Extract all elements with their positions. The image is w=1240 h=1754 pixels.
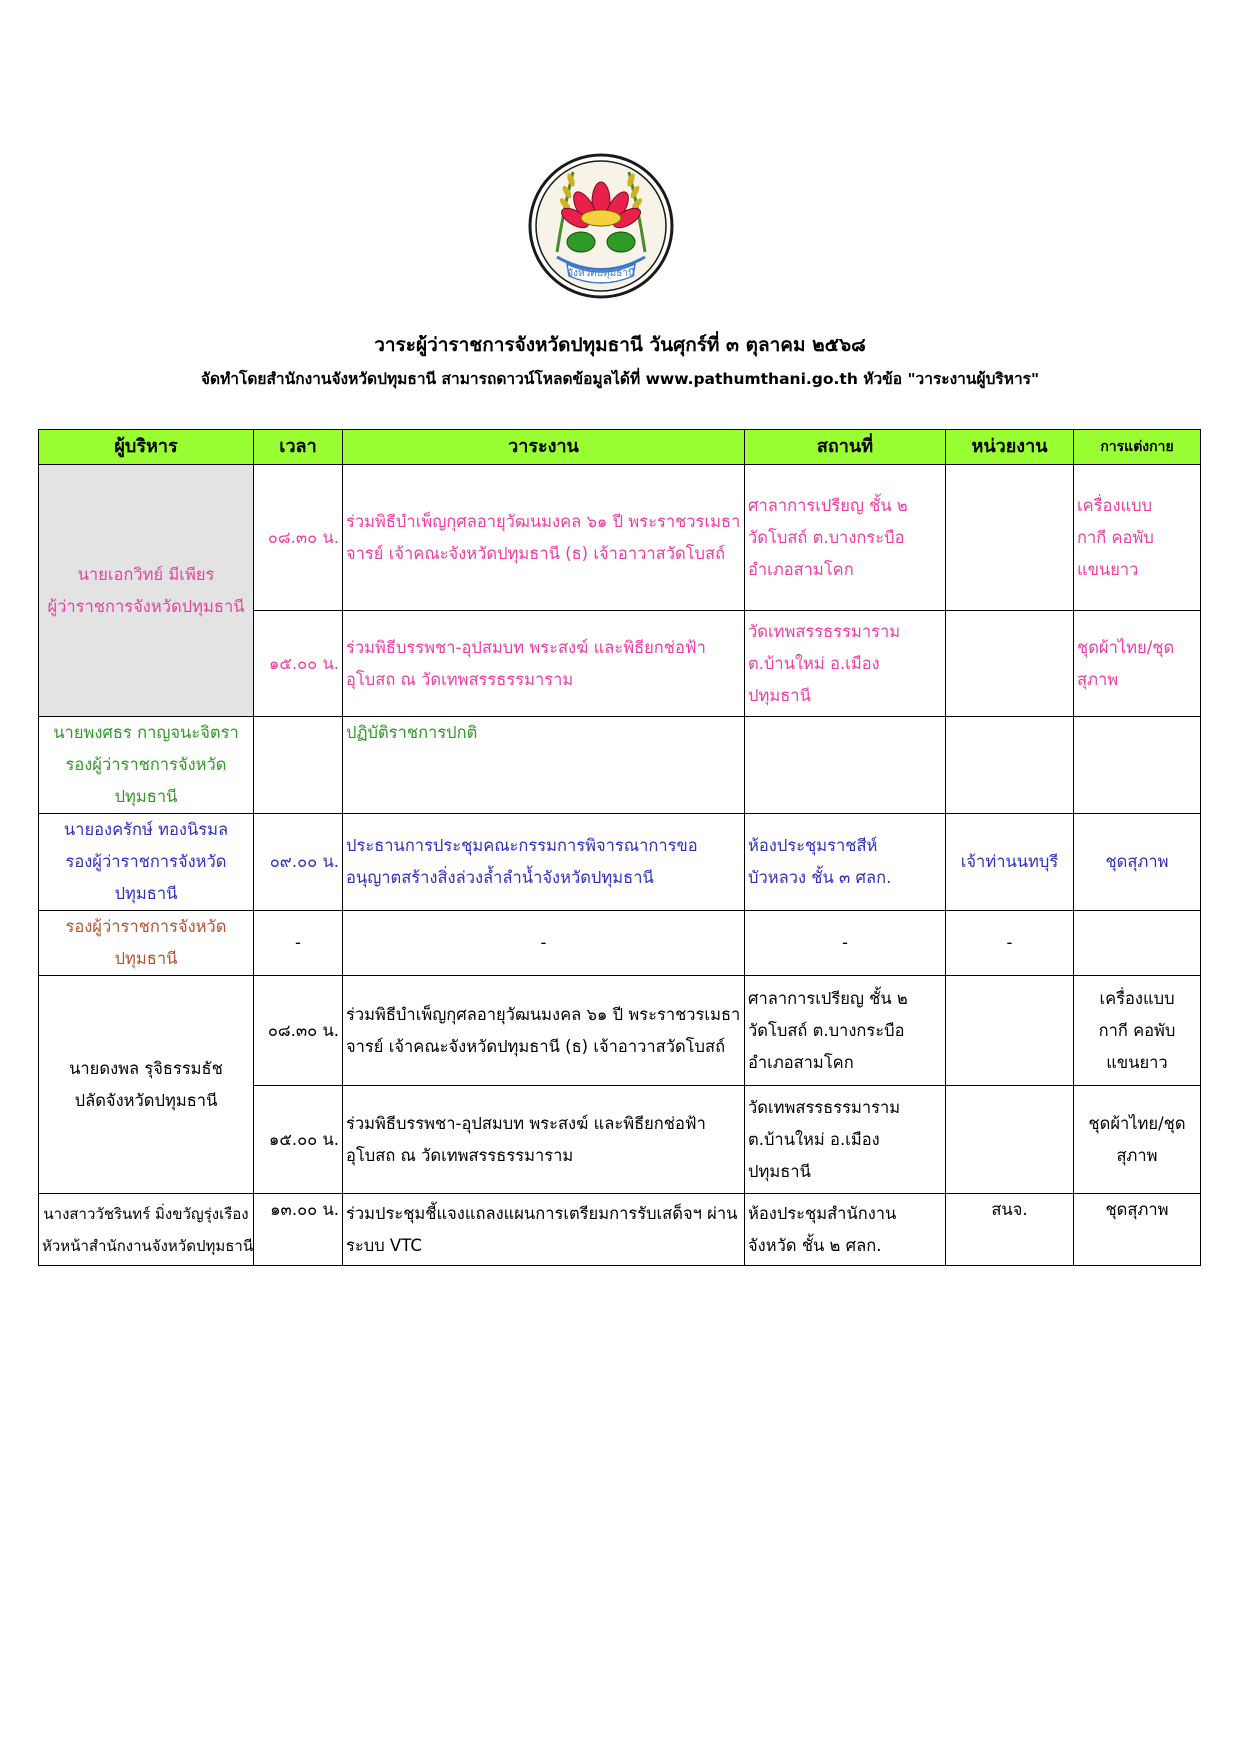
executive-name: นางสาววัชรินทร์ มิ่งขวัญรุ่งเรือง bbox=[43, 1204, 249, 1223]
unit-cell bbox=[946, 611, 1074, 717]
executive-position: ปลัดจังหวัดปทุมธานี bbox=[74, 1090, 218, 1110]
page-subtitle: จัดทำโดยสำนักงานจังหวัดปทุมธานี สามารถดาวน์โหลดข้อมูลได้ที่ www.pathumthani.go.th หัวข้อ "วาระงานผู้บริหาร" bbox=[200, 370, 1040, 388]
executive-cell bbox=[39, 814, 254, 911]
executive-position: รองผู้ว่าราชการจังหวัดปทุมธานี bbox=[65, 917, 227, 968]
agenda-cell: ร่วมพิธีบรรพชา-อุปสมบท พระสงฆ์ และพิธียกช่อฟ้า อุโบสถ ณ วัดเทพสรรธรรมาราม bbox=[343, 611, 745, 717]
dress-cell bbox=[1074, 717, 1201, 814]
place-cell bbox=[745, 717, 946, 814]
col-header-unit: หน่วยงาน bbox=[946, 430, 1074, 465]
col-header-dress: การแต่งกาย bbox=[1074, 430, 1201, 465]
place-line: วัดโบสถ์ ต.บางกระบือ bbox=[748, 527, 905, 547]
dress-cell: ชุดสุภาพ bbox=[1074, 814, 1201, 911]
dress-cell bbox=[1074, 911, 1201, 976]
dress-cell: ชุดผ้าไทย/ชุดสุภาพ bbox=[1074, 1086, 1201, 1194]
executive-cell bbox=[39, 976, 254, 1194]
agenda-cell: ประธานการประชุมคณะกรรมการพิจารณาการขออนุญาตสร้างสิ่งล่วงล้ำลำน้ำจังหวัดปทุมธานี bbox=[343, 814, 745, 911]
time-cell: ๑๕.๐๐ น. bbox=[254, 1086, 343, 1194]
table-header-row bbox=[39, 430, 1201, 465]
table-row bbox=[39, 814, 1201, 911]
seal-text: จังหวัดปทุมธานี bbox=[567, 268, 635, 279]
place-line: อำเภอสามโคก bbox=[748, 559, 854, 579]
agenda-cell: - bbox=[343, 911, 745, 976]
time-cell bbox=[254, 717, 343, 814]
place-line: ต.บ้านใหม่ อ.เมือง bbox=[748, 653, 880, 673]
place-line: ห้องประชุมราชสีห์ bbox=[748, 836, 878, 855]
agenda-cell: ร่วมพิธีบำเพ็ญกุศลอายุวัฒนมงคล ๖๑ ปี พระราชวรเมธาจารย์ เจ้าคณะจังหวัดปทุมธานี (ธ) เจ้าอาวาสวัดโบสถ์ bbox=[343, 976, 745, 1086]
place-line: ปทุมธานี bbox=[748, 685, 811, 705]
unit-cell bbox=[946, 465, 1074, 611]
dress-cell: ชุดสุภาพ bbox=[1074, 1194, 1201, 1266]
place-line: วัดโบสถ์ ต.บางกระบือ bbox=[748, 1020, 905, 1040]
executive-cell bbox=[39, 465, 254, 717]
table-row bbox=[39, 717, 1201, 814]
place-line: ห้องประชุมสำนักงาน bbox=[748, 1203, 897, 1223]
executive-name: นายองครักษ์ ทองนิรมล bbox=[63, 820, 229, 839]
executive-position: รองผู้ว่าราชการจังหวัดปทุมธานี bbox=[65, 852, 227, 903]
unit-cell: - bbox=[946, 911, 1074, 976]
unit-cell bbox=[946, 717, 1074, 814]
place-line: จังหวัด ชั้น ๒ ศลก. bbox=[748, 1235, 882, 1255]
place-cell: - bbox=[745, 911, 946, 976]
dress-line: แขนยาว bbox=[1077, 559, 1139, 579]
executive-cell bbox=[39, 911, 254, 976]
executive-position: รองผู้ว่าราชการจังหวัดปทุมธานี bbox=[65, 755, 227, 806]
place-cell bbox=[745, 814, 946, 911]
place-line: วัดเทพสรรธรรมาราม bbox=[748, 1097, 901, 1117]
executive-cell bbox=[39, 1194, 254, 1266]
page-title: วาระผู้ว่าราชการจังหวัดปทุมธานี วันศุกร์ที่ ๓ ตุลาคม ๒๕๖๘ bbox=[374, 334, 866, 356]
dress-cell bbox=[1074, 976, 1201, 1086]
time-cell: ๑๕.๐๐ น. bbox=[254, 611, 343, 717]
table-row bbox=[39, 911, 1201, 976]
executive-name: นายพงศธร กาญจนะจิตรา bbox=[53, 723, 239, 742]
time-cell: ๐๘.๓๐ น. bbox=[254, 976, 343, 1086]
place-line: ศาลาการเปรียญ ชั้น ๒ bbox=[748, 495, 908, 515]
agenda-cell: ร่วมพิธีบำเพ็ญกุศลอายุวัฒนมงคล ๖๑ ปี พระราชวรเมธาจารย์ เจ้าคณะจังหวัดปทุมธานี (ธ) เจ้าอาวาสวัดโบสถ์ bbox=[343, 465, 745, 611]
dress-line: เครื่องแบบ bbox=[1077, 495, 1153, 515]
agenda-cell: ร่วมพิธีบรรพชา-อุปสมบท พระสงฆ์ และพิธียกช่อฟ้า อุโบสถ ณ วัดเทพสรรธรรมาราม bbox=[343, 1086, 745, 1194]
place-line: ปทุมธานี bbox=[748, 1161, 811, 1181]
col-header-agenda: วาระงาน bbox=[343, 430, 745, 465]
unit-cell: เจ้าท่านนทบุรี bbox=[946, 814, 1074, 911]
executive-cell bbox=[39, 717, 254, 814]
place-cell bbox=[745, 976, 946, 1086]
executive-position: ผู้ว่าราชการจังหวัดปทุมธานี bbox=[47, 596, 245, 616]
dress-cell bbox=[1074, 465, 1201, 611]
unit-cell bbox=[946, 1086, 1074, 1194]
place-cell bbox=[745, 1194, 946, 1266]
executive-name: นายดงพล รุจิธรรมธัช bbox=[69, 1058, 223, 1078]
place-cell bbox=[745, 465, 946, 611]
time-cell: ๑๓.๐๐ น. bbox=[254, 1194, 343, 1266]
dress-line: เครื่องแบบ bbox=[1099, 988, 1175, 1008]
agenda-cell: ร่วมประชุมชี้แจงแถลงแผนการเตรียมการรับเสด็จฯ ผ่านระบบ VTC bbox=[343, 1194, 745, 1266]
place-cell bbox=[745, 1086, 946, 1194]
place-line: ศาลาการเปรียญ ชั้น ๒ bbox=[748, 988, 908, 1008]
executive-position: หัวหน้าสำนักงานจังหวัดปทุมธานี bbox=[42, 1236, 254, 1255]
unit-cell: สนจ. bbox=[946, 1194, 1074, 1266]
place-line: วัดเทพสรรธรรมาราม bbox=[748, 621, 901, 641]
col-header-place: สถานที่ bbox=[745, 430, 946, 465]
time-cell: ๐๙.๐๐ น. bbox=[254, 814, 343, 911]
dress-line: แขนยาว bbox=[1106, 1052, 1168, 1072]
schedule-table bbox=[38, 429, 1201, 1266]
agenda-cell: ปฏิบัติราชการปกติ bbox=[343, 717, 745, 814]
provincial-seal-logo bbox=[527, 152, 675, 300]
table-row bbox=[39, 1194, 1201, 1266]
table-row bbox=[39, 465, 1201, 611]
place-line: อำเภอสามโคก bbox=[748, 1052, 854, 1072]
place-line: ต.บ้านใหม่ อ.เมือง bbox=[748, 1129, 880, 1149]
time-cell: - bbox=[254, 911, 343, 976]
col-header-executive: ผู้บริหาร bbox=[39, 430, 254, 465]
col-header-time: เวลา bbox=[254, 430, 343, 465]
dress-line: กากี คอพับ bbox=[1098, 1020, 1176, 1040]
executive-name: นายเอกวิทย์ มีเพียร bbox=[77, 564, 215, 584]
place-line: บัวหลวง ชั้น ๓ ศลก. bbox=[748, 868, 892, 887]
time-cell: ๐๘.๓๐ น. bbox=[254, 465, 343, 611]
dress-line: กากี คอพับ bbox=[1077, 527, 1154, 547]
unit-cell bbox=[946, 976, 1074, 1086]
table-row bbox=[39, 976, 1201, 1086]
dress-cell: ชุดผ้าไทย/ชุดสุภาพ bbox=[1074, 611, 1201, 717]
place-cell bbox=[745, 611, 946, 717]
